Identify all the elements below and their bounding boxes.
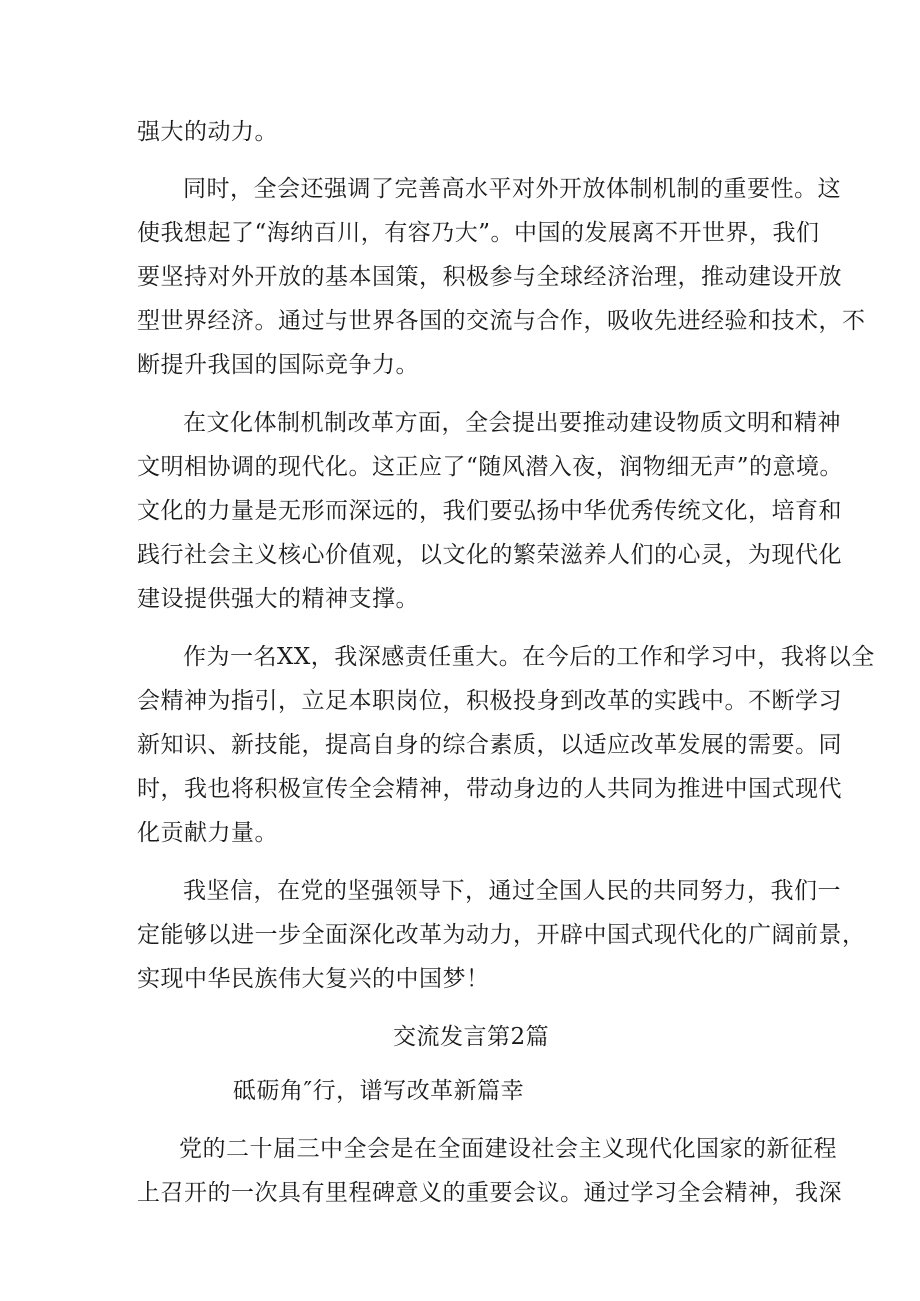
paragraph-first-line: 作为一名XX，我深感责任重大。在今后的工作和学习中，我将以全 [183,644,875,670]
paragraph-first-line: 在文化体制机制改革方面，全会提出要推动建设物质文明和精神 [183,410,841,436]
text-line: 上召开的一次具有里程碑意义的重要会议。通过学习全会精神，我深 [137,1180,842,1206]
text-line: 断提升我国的国际竞争力。 [137,352,419,378]
text-line: 强大的动力。 [137,119,278,145]
text-line: 型世界经济。通过与世界各国的交流与合作，吸收先进经验和技术，不 [137,308,866,334]
text-line: 建设提供强大的精神支撑。 [137,586,419,612]
text-line: 新知识、新技能，提高自身的综合素质，以适应改革发展的需要。同 [137,732,842,758]
text-line: 定能够以进一步全面深化改革为动力，开辟中国式现代化的广阔前景， [137,922,866,948]
paragraph-first-line: 我坚信，在党的坚强领导下，通过全国人民的共同努力，我们一 [183,878,841,904]
paragraph-first-line: 同时，全会还强调了完善高水平对外开放体制机制的重要性。这 [183,176,841,202]
text-line: 文化的力量是无形而深远的，我们要弘扬中华优秀传统文化，培育和 [137,498,842,524]
text-line: 要坚持对外开放的基本国策，积极参与全球经济治理，推动建设开放 [137,264,842,290]
section-subtitle: 砥砺角″行，谱写改革新篇幸 [233,1078,525,1104]
paragraph-first-line: 党的二十届三中全会是在全面建设社会主义现代化国家的新征程 [179,1136,837,1162]
text-line: 时，我也将积极宣传全会精神，带动身边的人共同为推进中国式现代 [137,776,842,802]
text-line: 实现中华民族伟大复兴的中国梦！ [137,966,490,992]
text-line: 文明相协调的现代化。这正应了“随风潜入夜，润物细无声”的意境。 [137,454,844,480]
text-line: 化贡献力量。 [137,820,278,846]
text-line: 使我想起了“海纳百川，有容乃大”。中国的发展离不开世界，我们 [137,220,820,246]
text-line: 践行社会主义核心价值观，以文化的繁荣滋养人们的心灵，为现代化 [137,542,842,568]
text-line: 会精神为指引，立足本职岗位，积极投身到改革的实践中。不断学习 [137,688,842,714]
section-heading: 交流发言第2篇 [393,1024,550,1050]
